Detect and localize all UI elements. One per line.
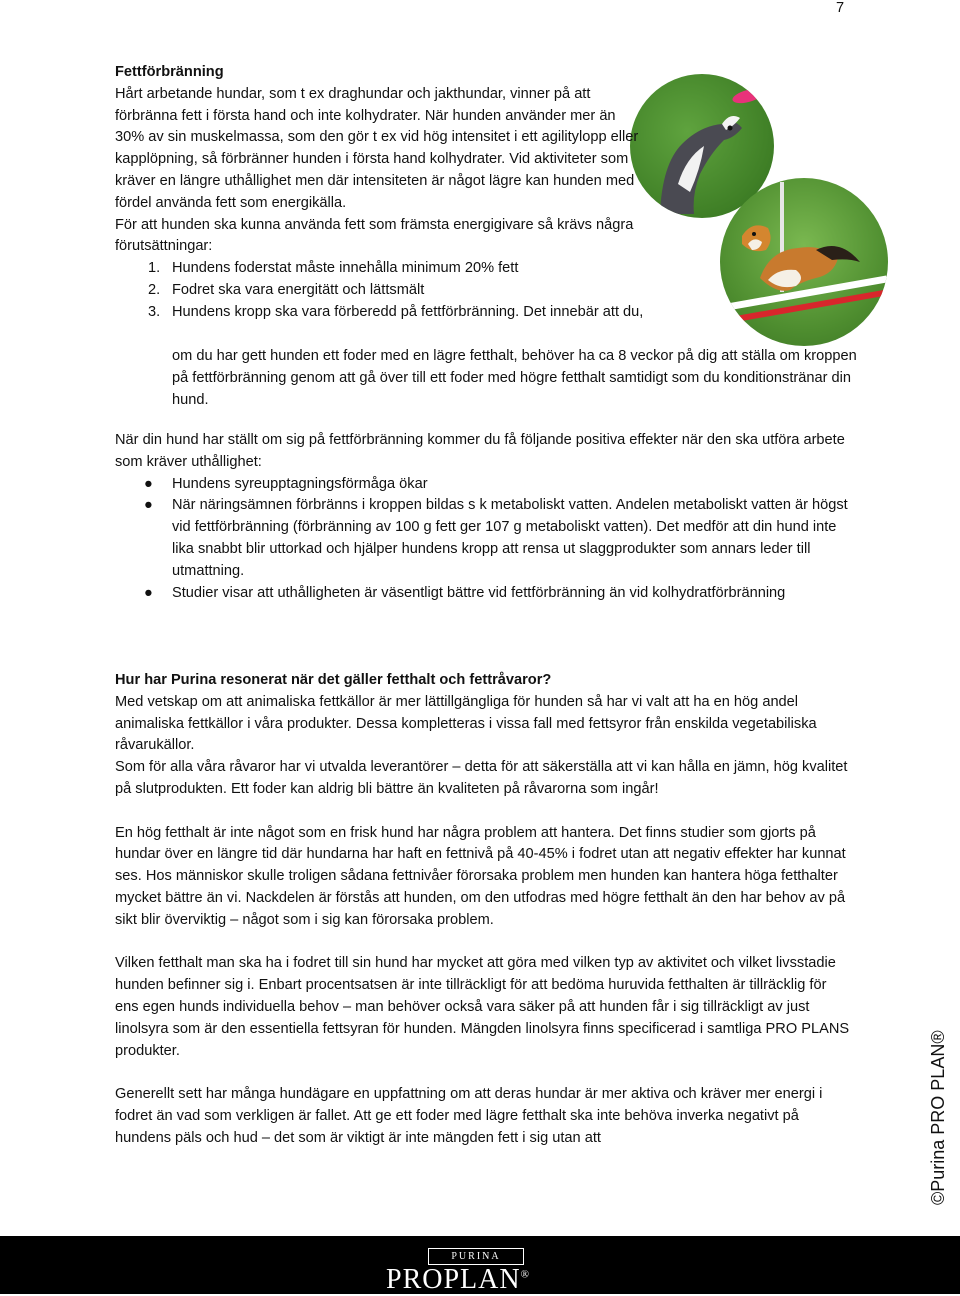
section2-block <box>115 670 850 1150</box>
effect-text: Hundens syreupptagningsförmåga ökar <box>172 475 428 492</box>
requirement-number: 3. <box>148 303 161 320</box>
requirement-text: Hundens kropp ska vara förberedd på fettförbränning. Det innebär att du, <box>172 303 644 320</box>
purina-logo: PURINA <box>428 1248 524 1265</box>
requirement-number: 2. <box>148 281 161 298</box>
section1-heading: Fettförbränning <box>115 64 224 80</box>
section1-intro-paragraph: Hårt arbetande hundar, som t ex draghundar och jakthundar, vinner på att förbränna fett i första hand och inte kolhydrater. När hunden använder mer än 30% av sin muskelmassa, som den gör t ex vid hög intensitet i ett agilitylopp eller kapplöpning, så förbränner hunden i första hand kolhydrater. Vid aktiviteter som kräver en längre uthållighet men där intensiteten är något lägre kan hunden med fördel använda fett som energikälla. <box>115 85 639 211</box>
requirement-text: Hundens foderstat måste innehålla minimum 20% fett <box>172 260 519 277</box>
effects-list <box>115 474 850 605</box>
section1-intro <box>115 62 645 324</box>
section2-paragraph: Generellt sett har många hundägare en uppfattning om att deras hundar är mer aktiva och kräver mer energi i fodret än vad som verkligen är fallet. Att ge ett foder med lägre fetthalt ska inte behöva inverka negativt på hundens päls och hud – det som är viktigt är inte mängden fett i sig utan att <box>115 1086 823 1146</box>
effects-lead: När din hund har ställt om sig på fettförbränning kommer du få följande positiva effekter när den ska utföra arbete som kräver uthållighet: <box>115 432 845 470</box>
page-number: 7 <box>836 0 845 16</box>
section2-heading: Hur har Purina resonerat när det gäller fetthalt och fettråvaror? <box>115 672 552 688</box>
bullet-dot-icon: ● <box>144 497 153 514</box>
section2-paragraph: Som för alla våra råvaror har vi utvalda leverantörer – detta för att säkerställa att vi kan hålla en jämn, hög kvalitet på slutprodukten. Ett foder kan aldrig bli bättre än kvaliteten på råvarorna som ingår! <box>115 759 848 797</box>
section2-paragraph: Vilken fetthalt man ska ha i fodret till sin hund har mycket att göra med vilken typ av aktivitet och vilket livsstadie hunden befinner sig i. Enbart procentsatsen är inte tillräckligt för att bedöma huruvida fetthalten är tillräcklig för ens egen hunds individuella behov – man behöver också vara säker på att hunden får i sig tillräckligt av just linolsyra som är den essentiella fettsyran för hunden. Mängden linolsyra finns specificerad i samtliga PRO PLANS produkter. <box>115 955 850 1059</box>
effect-item <box>115 474 850 496</box>
effect-text: När näringsämnen förbränns i kroppen bildas s k metaboliskt vatten. Andelen metaboliskt vatten är högst vid fettförbränning (förbränning av 100 g fett ger 107 g metaboliskt vatten). Det medför att din hund inte lika snabbt blir uttorkad och hjälper hundens kropp att rensa ut slaggprodukter som annars leder till utmattning. <box>172 497 848 579</box>
effect-text: Studier visar att uthålligheten är väsentligt bättre vid fettförbränning än vid kolhydratförbränning <box>172 584 786 601</box>
section2-paragraph: Med vetskap om att animaliska fettkällor är mer lättillgängliga för hunden så har vi valt att ha en hög andel animaliska fettkällor i våra produkter. Dessa kompletteras i vissa fall med fettsyror från enskilda vegetabiliska råvarukällor. <box>115 693 817 754</box>
requirement-text: Fodret ska vara energitätt och lättsmält <box>172 281 425 298</box>
proplan-logo <box>386 1264 530 1296</box>
requirements-list <box>115 258 645 323</box>
section2-paragraph: En hög fetthalt är inte något som en frisk hund har några problem att hantera. Det finns studier som gjorts på hundar över en längre tid där hundarna har haft en fettnivå på 40-45% i fodret utan att negativ effekter har kunnat ses. Hos människor skulle troligen sådana fettnivåer förorsaka problem men hunden kan hantera höga fetthalter mycket bättre än vi. Nackdelen är förstås att hunden, om den utfodras med högre fetthalt än den har behov av på sikt blir överviktig – något som i sig kan förorsaka problem. <box>115 824 846 928</box>
registered-mark: ® <box>520 1268 530 1281</box>
bullet-dot-icon: ● <box>144 475 153 492</box>
requirement-item <box>115 302 838 324</box>
requirement-item <box>115 258 645 280</box>
bullet-dot-icon: ● <box>144 584 153 601</box>
requirement3-continuation: om du har gett hunden ett foder med en lägre fetthalt, behöver ha ca 8 veckor på dig att ställa om kroppen på fettförbränning genom att gå över till ett foder med högre fetthalt samtidigt som du konditionstränar din hund. <box>172 348 857 408</box>
effect-item <box>115 495 850 582</box>
requirements-lead: För att hunden ska kunna använda fett som främsta energigivare så krävs några förutsättningar: <box>115 216 634 255</box>
requirement3-continuation-block <box>115 346 857 411</box>
requirement-number: 1. <box>148 260 161 277</box>
footer-bar <box>0 1236 960 1294</box>
requirement-item <box>115 280 645 302</box>
effects-block <box>115 430 850 604</box>
proplan-wordmark: PROPLAN <box>386 1264 521 1295</box>
copyright-side-mark: ©Purina PRO PLAN® <box>928 1030 948 1205</box>
effect-item <box>115 583 850 605</box>
